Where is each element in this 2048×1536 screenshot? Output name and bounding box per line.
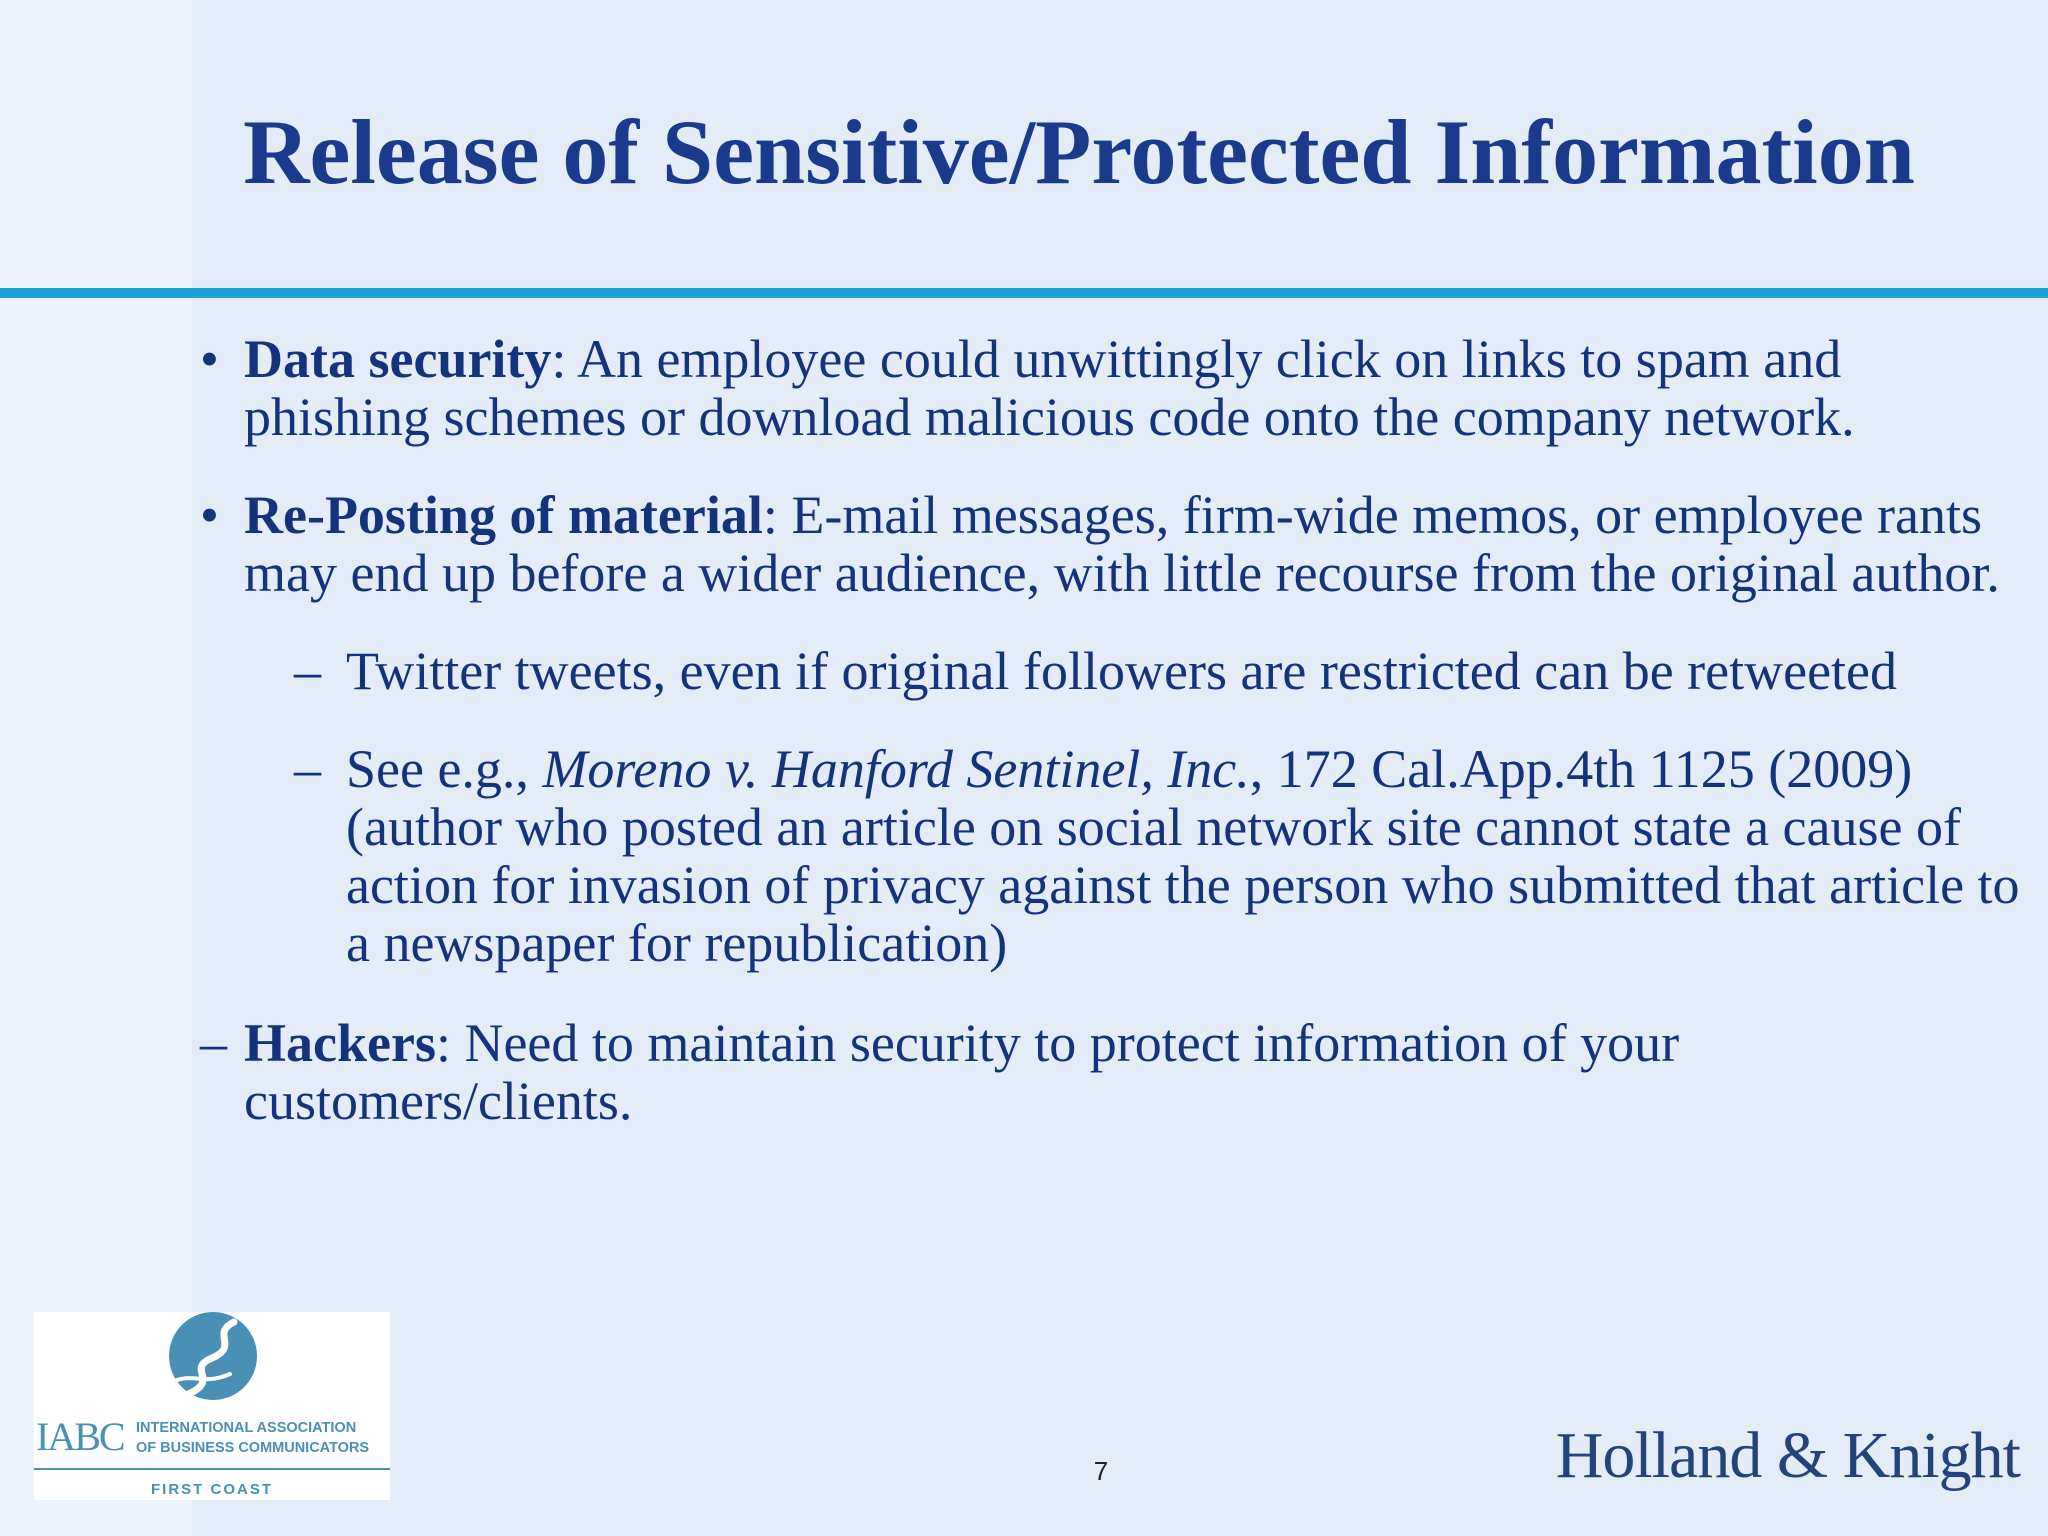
citation-prefix: See e.g., [346,739,543,799]
bullet-marker: • [200,485,219,545]
sub-bullet-text: Twitter tweets, even if original followers are restricted can be retweeted [346,641,1898,701]
bullet-reposting [200,486,2020,602]
iabc-name-line1: INTERNATIONAL ASSOCIATION [136,1420,357,1436]
left-background-band [0,0,192,1536]
sub-bullet-marker: – [294,739,321,799]
bullet-term: Re-Posting of material [244,485,763,545]
sub-bullet-twitter [200,642,2020,700]
page-number: 7 [1093,1456,1109,1486]
bullet-data-security [200,330,2020,446]
iabc-abbreviation: IABC [36,1414,124,1459]
bullet-text: : An employee could unwittingly click on links to spam and phishing schemes or download malicious code onto the company network. [244,329,1855,447]
bullet-text: : E-mail messages, firm-wide memos, or employee rants may end up before a wider audience, with little recourse from the original author. [244,485,2000,603]
bullet-marker: • [200,329,219,389]
slide-body [200,330,2020,1130]
sub-bullet-marker: – [294,641,321,701]
iabc-divider [34,1468,390,1470]
bullet-hackers [200,1014,2020,1130]
case-name: Moreno v. Hanford Sentinel, Inc. [542,739,1250,799]
bullet-text: : Need to maintain security to protect information of your customers/clients. [244,1013,1680,1131]
bullet-marker: – [200,1013,227,1073]
title-divider-rule [0,288,2048,298]
iabc-swirl-logo-icon [169,1312,257,1400]
citation-text: , 172 Cal.App.4th 1125 (2009) (author who posted an article on social network site cannot state a cause of action for invasion of privacy against the person who submitted that article to a newspaper for republication) [346,739,2020,973]
sub-bullet-moreno-case [200,740,2020,972]
iabc-logo [34,1312,390,1500]
iabc-chapter: FIRST COAST [151,1481,273,1498]
bullet-term: Hackers [244,1013,436,1073]
slide-title: Release of Sensitive/Protected Information [243,101,1915,203]
holland-knight-logo: Holland & Knight [1555,1419,2020,1492]
iabc-name-line2: OF BUSINESS COMMUNICATORS [136,1440,370,1456]
bullet-term: Data security [244,329,552,389]
